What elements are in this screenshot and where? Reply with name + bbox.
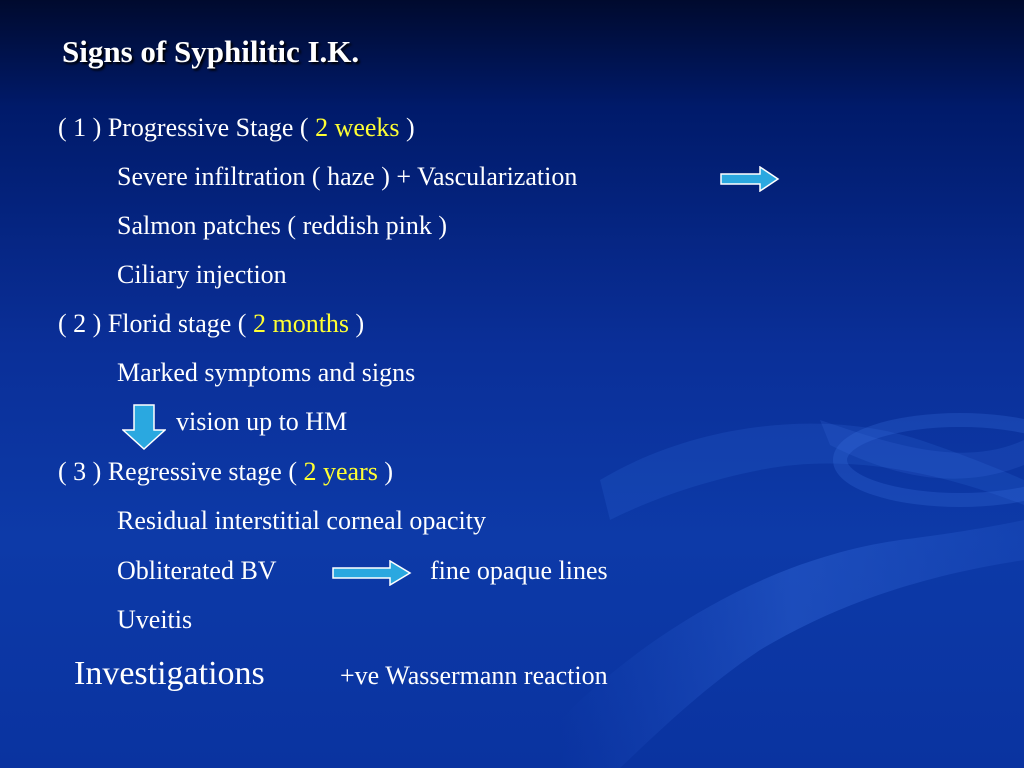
stage-3-prefix: ( 3 ) Regressive stage (: [58, 457, 304, 486]
right-arrow-icon: [720, 166, 780, 192]
stage-1-duration: 2 weeks: [315, 113, 400, 142]
stage-2-item-marked-symptoms: Marked symptoms and signs: [117, 358, 416, 387]
stage-3-item-fine-opaque-lines: fine opaque lines: [430, 556, 608, 585]
stage-1-item-infiltration: Severe infiltration ( haze ) + Vascularization: [117, 162, 578, 191]
stage-1-item-salmon-patches: Salmon patches ( reddish pink ): [117, 211, 447, 240]
stage-1-item-ciliary-injection: Ciliary injection: [117, 260, 287, 289]
investigations-result: +ve Wassermann reaction: [340, 661, 608, 690]
stage-3-heading: [58, 456, 393, 488]
stage-3-item-obliterated-bv: Obliterated BV: [117, 556, 277, 585]
stage-2-suffix: ): [349, 309, 365, 338]
stage-2-heading: [58, 308, 364, 340]
stage-1-heading: [58, 112, 415, 144]
down-arrow-icon: [122, 404, 166, 450]
stage-2-duration: 2 months: [252, 309, 350, 338]
right-arrow-icon: [332, 560, 412, 586]
stage-3-duration: 2 years: [303, 457, 378, 486]
stage-2-prefix: ( 2 ) Florid stage (: [58, 309, 253, 338]
investigations-label: Investigations: [74, 655, 265, 692]
stage-3-item-residual-opacity: Residual interstitial corneal opacity: [117, 506, 486, 535]
stage-2-item-vision: vision up to HM: [176, 407, 348, 436]
stage-1-suffix: ): [399, 113, 415, 142]
stage-3-item-uveitis: Uveitis: [117, 605, 193, 634]
stage-1-prefix: ( 1 ) Progressive Stage (: [58, 113, 316, 142]
stage-3-suffix: ): [377, 457, 394, 486]
slide-title: Signs of Syphilitic I.K.: [62, 34, 360, 69]
